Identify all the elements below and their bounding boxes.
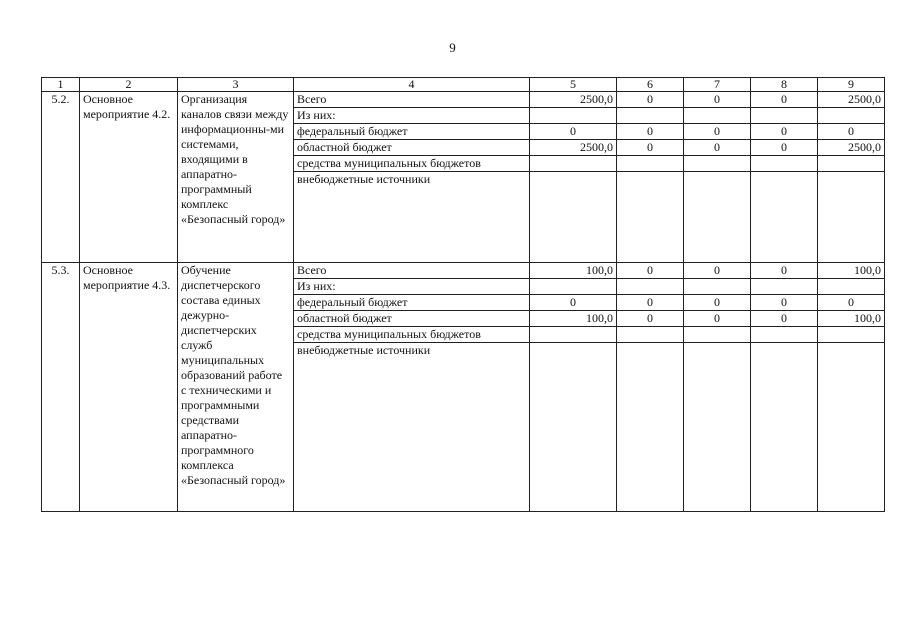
value-col-9 <box>818 279 885 295</box>
header-col-9: 9 <box>818 78 885 92</box>
funding-label: средства муниципальных бюджетов <box>294 156 530 172</box>
funding-label: Всего <box>294 263 530 279</box>
funding-label: федеральный бюджет <box>294 124 530 140</box>
event-description: Обучение диспетчерского состава единых дежурно-диспетчерских служб муниципальных образований работе с техническими и программными средствами аппаратно-программного комплекса «Безопасный город» <box>178 263 294 512</box>
value-col-9: 0 <box>818 124 885 140</box>
value-col-5 <box>530 172 617 263</box>
value-col-6 <box>617 279 684 295</box>
value-col-7 <box>684 108 751 124</box>
value-col-5 <box>530 156 617 172</box>
value-col-6 <box>617 327 684 343</box>
value-col-7 <box>684 172 751 263</box>
funding-label: областной бюджет <box>294 311 530 327</box>
value-col-8: 0 <box>751 295 818 311</box>
funding-label: федеральный бюджет <box>294 295 530 311</box>
value-col-9 <box>818 108 885 124</box>
header-row <box>42 78 885 92</box>
funding-label: областной бюджет <box>294 140 530 156</box>
value-col-5: 2500,0 <box>530 140 617 156</box>
value-col-5: 100,0 <box>530 263 617 279</box>
funding-label: внебюджетные источники <box>294 343 530 512</box>
value-col-9: 2500,0 <box>818 140 885 156</box>
value-col-5: 0 <box>530 295 617 311</box>
value-col-8 <box>751 156 818 172</box>
value-col-7 <box>684 279 751 295</box>
event-description: Организация каналов связи между информационны-ми системами, входящими в аппаратно-программный комплекс «Безопасный город» <box>178 92 294 263</box>
value-col-8 <box>751 343 818 512</box>
value-col-9: 100,0 <box>818 263 885 279</box>
value-col-7 <box>684 156 751 172</box>
value-col-7: 0 <box>684 124 751 140</box>
value-col-5: 100,0 <box>530 311 617 327</box>
value-col-7: 0 <box>684 311 751 327</box>
value-col-6: 0 <box>617 263 684 279</box>
value-col-9: 0 <box>818 295 885 311</box>
funding-label: внебюджетные источники <box>294 172 530 263</box>
value-col-8 <box>751 279 818 295</box>
value-col-6 <box>617 343 684 512</box>
header-col-4: 4 <box>294 78 530 92</box>
value-col-8: 0 <box>751 140 818 156</box>
value-col-9 <box>818 343 885 512</box>
header-col-2: 2 <box>80 78 178 92</box>
value-col-8: 0 <box>751 263 818 279</box>
table-row <box>42 92 885 108</box>
value-col-9: 100,0 <box>818 311 885 327</box>
value-col-9 <box>818 156 885 172</box>
value-col-6 <box>617 156 684 172</box>
value-col-6: 0 <box>617 311 684 327</box>
event-name: Основное мероприятие 4.3. <box>80 263 178 512</box>
value-col-9: 2500,0 <box>818 92 885 108</box>
row-number: 5.2. <box>42 92 80 263</box>
table-row <box>42 263 885 279</box>
value-col-8 <box>751 327 818 343</box>
event-name: Основное мероприятие 4.2. <box>80 92 178 263</box>
value-col-8: 0 <box>751 124 818 140</box>
value-col-6: 0 <box>617 124 684 140</box>
funding-label: Из них: <box>294 279 530 295</box>
row-number: 5.3. <box>42 263 80 512</box>
value-col-7 <box>684 343 751 512</box>
header-col-3: 3 <box>178 78 294 92</box>
header-col-8: 8 <box>751 78 818 92</box>
value-col-7 <box>684 327 751 343</box>
value-col-5 <box>530 108 617 124</box>
header-col-5: 5 <box>530 78 617 92</box>
value-col-7: 0 <box>684 295 751 311</box>
value-col-5 <box>530 343 617 512</box>
header-col-7: 7 <box>684 78 751 92</box>
page-number: 9 <box>449 40 456 55</box>
value-col-6: 0 <box>617 140 684 156</box>
funding-label: Всего <box>294 92 530 108</box>
value-col-6: 0 <box>617 92 684 108</box>
value-col-8: 0 <box>751 311 818 327</box>
value-col-6 <box>617 108 684 124</box>
value-col-6 <box>617 172 684 263</box>
value-col-7: 0 <box>684 140 751 156</box>
funding-label: Из них: <box>294 108 530 124</box>
value-col-7: 0 <box>684 92 751 108</box>
value-col-6: 0 <box>617 295 684 311</box>
value-col-8 <box>751 108 818 124</box>
value-col-9 <box>818 172 885 263</box>
value-col-9 <box>818 327 885 343</box>
funding-label: средства муниципальных бюджетов <box>294 327 530 343</box>
value-col-5: 0 <box>530 124 617 140</box>
value-col-5: 2500,0 <box>530 92 617 108</box>
header-col-1: 1 <box>42 78 80 92</box>
value-col-7: 0 <box>684 263 751 279</box>
budget-table <box>41 77 885 512</box>
value-col-8: 0 <box>751 92 818 108</box>
header-col-6: 6 <box>617 78 684 92</box>
value-col-8 <box>751 172 818 263</box>
value-col-5 <box>530 327 617 343</box>
value-col-5 <box>530 279 617 295</box>
